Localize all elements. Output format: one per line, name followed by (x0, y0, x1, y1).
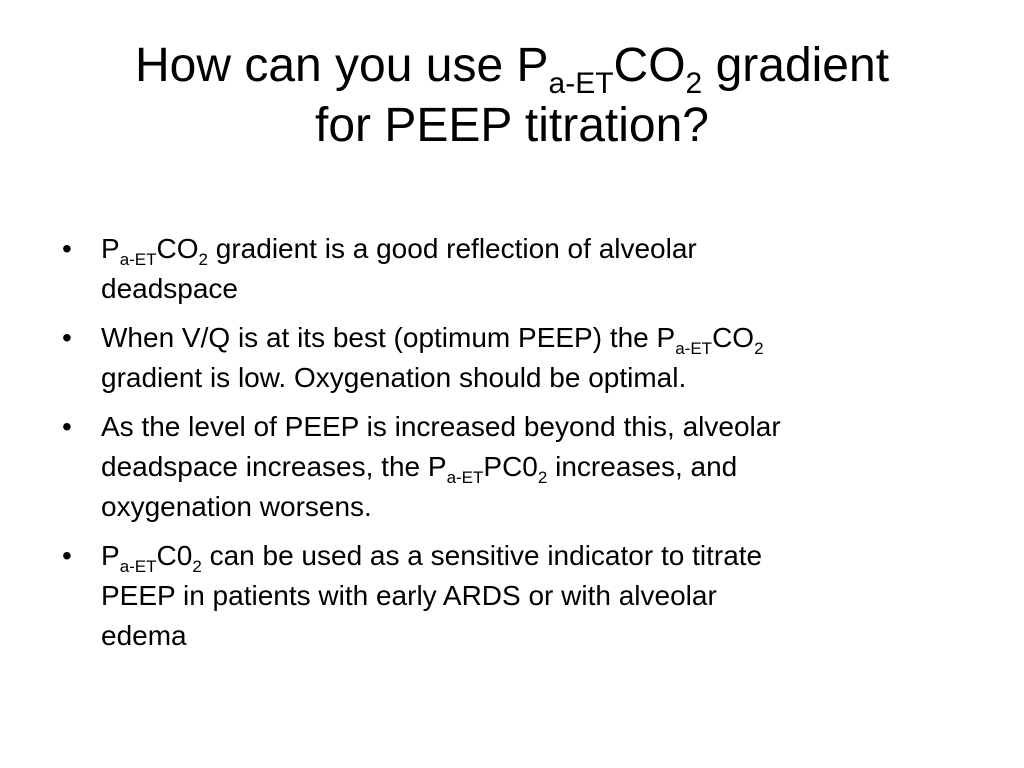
bullet-item (62, 318, 962, 398)
bullet-subscript: a-ET (119, 250, 157, 269)
bullet-subscript: 2 (192, 557, 202, 576)
bullet-icon: • (62, 322, 72, 353)
bullet-icon: • (62, 233, 72, 264)
bullet-text: increases, and (547, 451, 738, 482)
bullet-text: P (101, 540, 120, 571)
bullet-text: CO (156, 233, 199, 264)
bullet-list (62, 229, 962, 665)
bullet-text: gradient is a good reflection of alveolar (208, 233, 697, 264)
title-subscript: 2 (685, 67, 703, 100)
bullet-item (62, 407, 962, 527)
bullet-text: PEEP in patients with early ARDS or with alveolar (101, 580, 717, 611)
bullet-subscript: 2 (754, 339, 764, 358)
bullet-text: can be used as a sensitive indicator to titrate (201, 540, 763, 571)
bullet-subscript: a-ET (119, 557, 157, 576)
bullet-text: edema (101, 620, 187, 651)
title-text: gradient (702, 39, 890, 92)
bullet-text: As the level of PEEP is increased beyond this, alveolar (101, 411, 781, 442)
bullet-item (62, 536, 962, 656)
bullet-subscript: 2 (537, 468, 548, 487)
bullet-icon: • (62, 540, 72, 571)
title-line-1 (40, 36, 984, 100)
bullet-text: PC0 (483, 451, 538, 482)
bullet-subscript: a-ET (675, 339, 713, 358)
bullet-text: CO (712, 322, 755, 353)
bullet-text: deadspace (101, 273, 239, 304)
bullet-text: P (101, 233, 120, 264)
bullet-text: C0 (156, 540, 193, 571)
title-subscript: a-ET (548, 67, 614, 100)
bullet-subscript: a-ET (446, 468, 484, 487)
title-text: CO (613, 39, 686, 92)
bullet-text: oxygenation worsens. (101, 491, 372, 522)
bullet-item (62, 229, 962, 309)
bullet-icon: • (62, 411, 72, 442)
title-text: How can you use P (134, 39, 549, 92)
bullet-text: gradient is low. Oxygenation should be optimal. (101, 362, 687, 393)
bullet-text: When V/Q is at its best (optimum PEEP) the P (101, 322, 676, 353)
bullet-text: deadspace increases, the P (101, 451, 447, 482)
slide-title (40, 36, 984, 156)
bullet-subscript: 2 (198, 250, 208, 269)
title-line-2: for PEEP titration? (315, 99, 709, 152)
